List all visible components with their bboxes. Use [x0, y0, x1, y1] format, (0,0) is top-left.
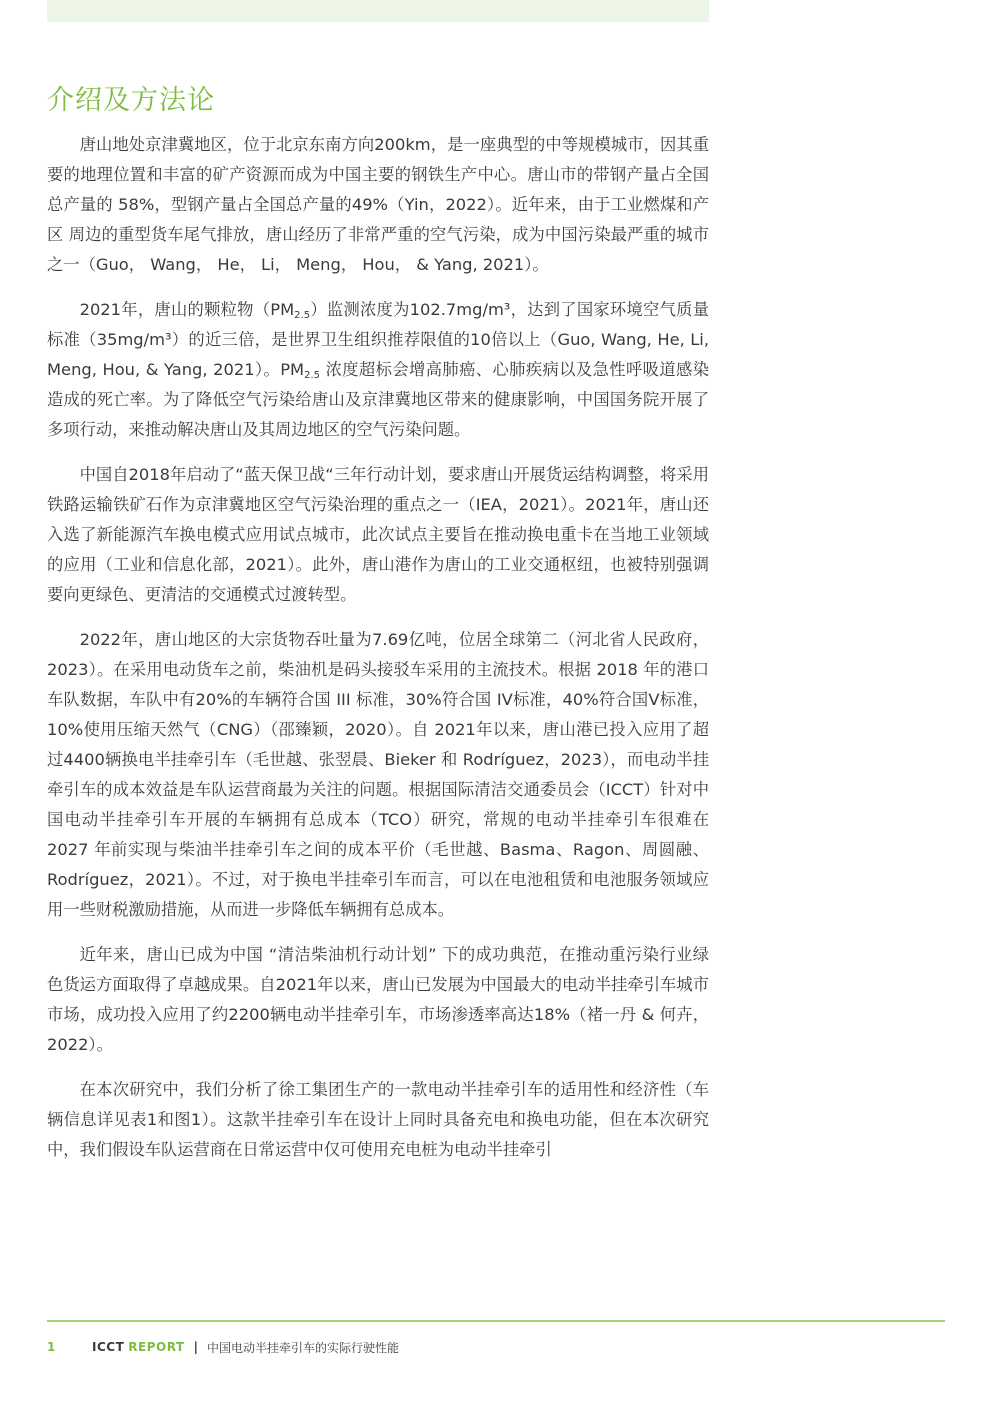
paragraph-1: 唐山地处京津冀地区，位于北京东南方向200km，是一座典型的中等规模城市，因其重要的地理位置和丰富的矿产资源而成为中国主要的钢铁生产中心。唐山市的带钢产量占全国总产量的 58%，型钢产量占全国总产量的49%（Yin，2022）。近年来，由于工业燃煤和产区 周边的重型货车尾气排放，唐山经历了非常严重的空气污染，成为中国污染最严重的城市之一（Guo， Wang， He， Li， Meng， Hou， & Yang, 2021）。 — [47, 135, 709, 274]
footer-separator: | — [193, 1340, 198, 1354]
pm-subscript: 2.5 — [294, 310, 311, 321]
top-highlight-band — [47, 0, 709, 22]
brand-org: ICCT — [92, 1340, 125, 1354]
paragraph-5: 近年来，唐山已成为中国 “清洁柴油机行动计划” 下的成功典范，在推动重污染行业绿色货运方面取得了卓越成果。自2021年以来，唐山已发展为中国最大的电动半挂牵引车城市市场，成功投入应用了约2200辆电动半挂牵引车，市场渗透率高达18%（褚一丹 & 何卉，2022）。 — [47, 945, 709, 1054]
report-title: 中国电动半挂牵引车的实际行驶性能 — [206, 1340, 399, 1355]
page-number: 1 — [47, 1340, 56, 1354]
section-title: 介绍及方法论 — [47, 85, 215, 116]
paragraph-2-part-b: ）监测浓度为102.7mg/m³，达到了国家环境空气质量标准（35mg/m³）的近三倍，是世界卫生组织推荐限值的10倍以上（Guo, Wang, He, Li, Meng, Hou, & Yang, 2021）。PM — [47, 300, 709, 379]
paragraph-6: 在本次研究中，我们分析了徐工集团生产的一款电动半挂牵引车的适用性和经济性（车辆信息详见表1和图1）。这款半挂牵引车在设计上同时具备充电和换电功能，但在本次研究中，我们假设车队运营商在日常运营中仅可使用充电桩为电动半挂牵引 — [47, 1080, 709, 1159]
paragraph-4: 2022年，唐山地区的大宗货物吞吐量为7.69亿吨，位居全球第二（河北省人民政府，2023）。在采用电动货车之前，柴油机是码头接驳车采用的主流技术。根据 2018 年的港口车队数据，车队中有20%的车辆符合国 III 标准，30%符合国 IV标准，40%符合国V标准，10%使用压缩天然气（CNG）（邵臻颖，2020）。自 2021年以来，唐山港已投入应用了超过4400辆换电半挂牵引车（毛世越、张翌晨、Bieker 和 Rodríguez，2023），而电动半挂牵引车的成本效益是车队运营商最为关注的问题。根据国际清洁交通委员会（ICCT）针对中国电动半挂牵引车开展的车辆拥有总成本（TCO）研究，常规的电动半挂牵引车很难在 2027 年前实现与柴油半挂牵引车之间的成本平价（毛世越、Basma、Ragon、周圆融、Rodríguez，2021）。不过，对于换电半挂牵引车而言，可以在电池租赁和电池服务领域应用一些财税激励措施，从而进一步降低车辆拥有总成本。 — [47, 630, 709, 919]
paragraph-2-part-a: 2021年，唐山的颗粒物（PM — [79, 300, 295, 319]
paragraph-2-part-c: 浓度超标会增高肺癌、心肺疾病以及急性呼吸道感染造成的死亡率。为了降低空气污染给唐山及京津冀地区带来的健康影响，中国国务院开展了多项行动，来推动解决唐山及其周边地区的空气污染问题。 — [47, 360, 709, 439]
page-footer — [47, 1338, 399, 1356]
paragraph-3: 中国自2018年启动了“蓝天保卫战“三年行动计划，要求唐山开展货运结构调整，将采用铁路运输铁矿石作为京津冀地区空气污染治理的重点之一（IEA，2021）。2021年，唐山还入选了新能源汽车换电模式应用试点城市，此次试点主要旨在推动换电重卡在当地工业领域的应用（工业和信息化部，2021）。此外，唐山港作为唐山的工业交通枢纽，也被特别强调要向更绿色、更清洁的交通模式过渡转型。 — [47, 465, 709, 604]
footer-divider — [47, 1320, 945, 1322]
paragraph-2 — [47, 295, 709, 445]
brand-report-label: REPORT — [128, 1340, 185, 1354]
body-text — [47, 130, 709, 1180]
pm-subscript: 2.5 — [304, 370, 320, 381]
